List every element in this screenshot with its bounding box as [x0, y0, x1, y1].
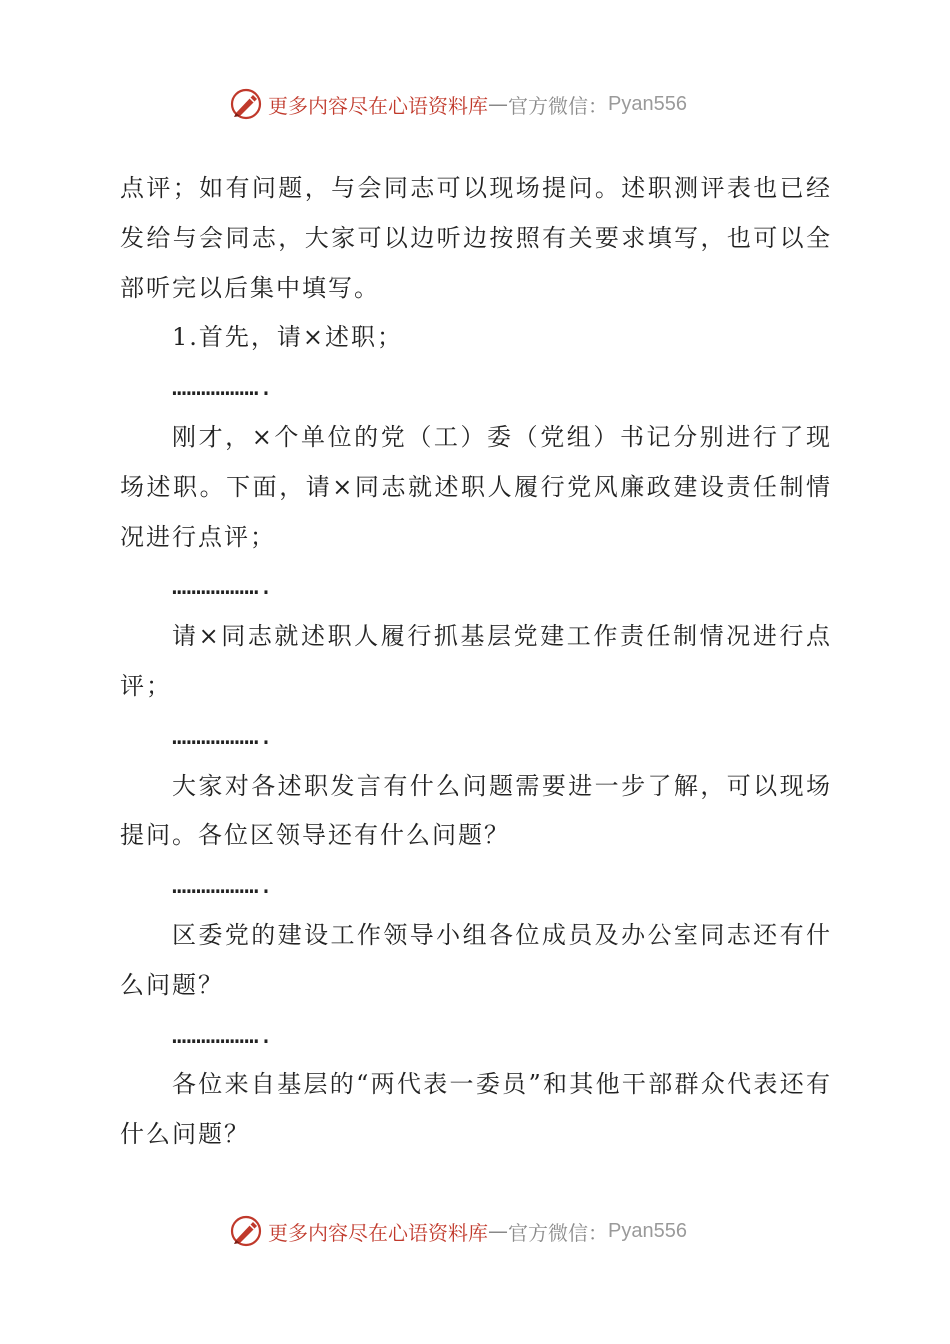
ellipsis-4: ………………. [172, 871, 274, 900]
footer-wechat-id: Pyan556 [608, 1219, 687, 1242]
paragraph-questions-group: 区委党的建设工作领导小组各位成员及办公室同志还有什么问题？ [120, 920, 832, 999]
paragraph-intro: 点评；如有问题，与会同志可以现场提问。述职测评表也已经发给与会同志，大家可以边听边按照有关要求填写，也可以全部听完以后集中填写。 [120, 174, 832, 302]
paragraph-review-discipline: 刚才，×个单位的党（工）委（党组）书记分别进行了现场述职。下面，请×同志就述职人履行党风廉政建设责任制情况进行点评； [120, 422, 832, 551]
paragraph-questions-leaders: 大家对各述职发言有什么问题需要进一步了解，可以现场提问。各位区领导还有什么问题？ [120, 771, 832, 850]
ellipsis-3: ………………. [172, 721, 274, 750]
footer-banner [228, 1211, 687, 1251]
ellipsis-2: ………………. [172, 572, 274, 601]
pen-logo-icon [228, 1213, 264, 1249]
footer-dash: — [488, 1219, 508, 1243]
document-body [120, 164, 832, 1160]
paragraph-review-party-building: 请×同志就述职人履行抓基层党建工作责任制情况进行点评； [120, 622, 832, 700]
header-brand-text: 更多内容尽在心语资料库 [268, 93, 488, 118]
ellipsis-1: ………………. [172, 373, 274, 402]
paragraph-questions-representatives: 各位来自基层的“两代表一委员”和其他干部群众代表还有什么问题？ [120, 1070, 832, 1149]
header-wechat-label: 官方微信： [508, 93, 608, 118]
footer-wechat-label: 官方微信： [508, 1220, 608, 1245]
paragraph-first-report: 1.首先，请×述职； [172, 323, 404, 352]
footer-brand-text: 更多内容尽在心语资料库 [268, 1220, 488, 1245]
pen-logo-icon [228, 86, 264, 122]
header-banner [228, 84, 687, 124]
header-wechat-id: Pyan556 [608, 92, 687, 115]
ellipsis-5: ………………. [172, 1020, 274, 1049]
header-dash: — [488, 92, 508, 116]
